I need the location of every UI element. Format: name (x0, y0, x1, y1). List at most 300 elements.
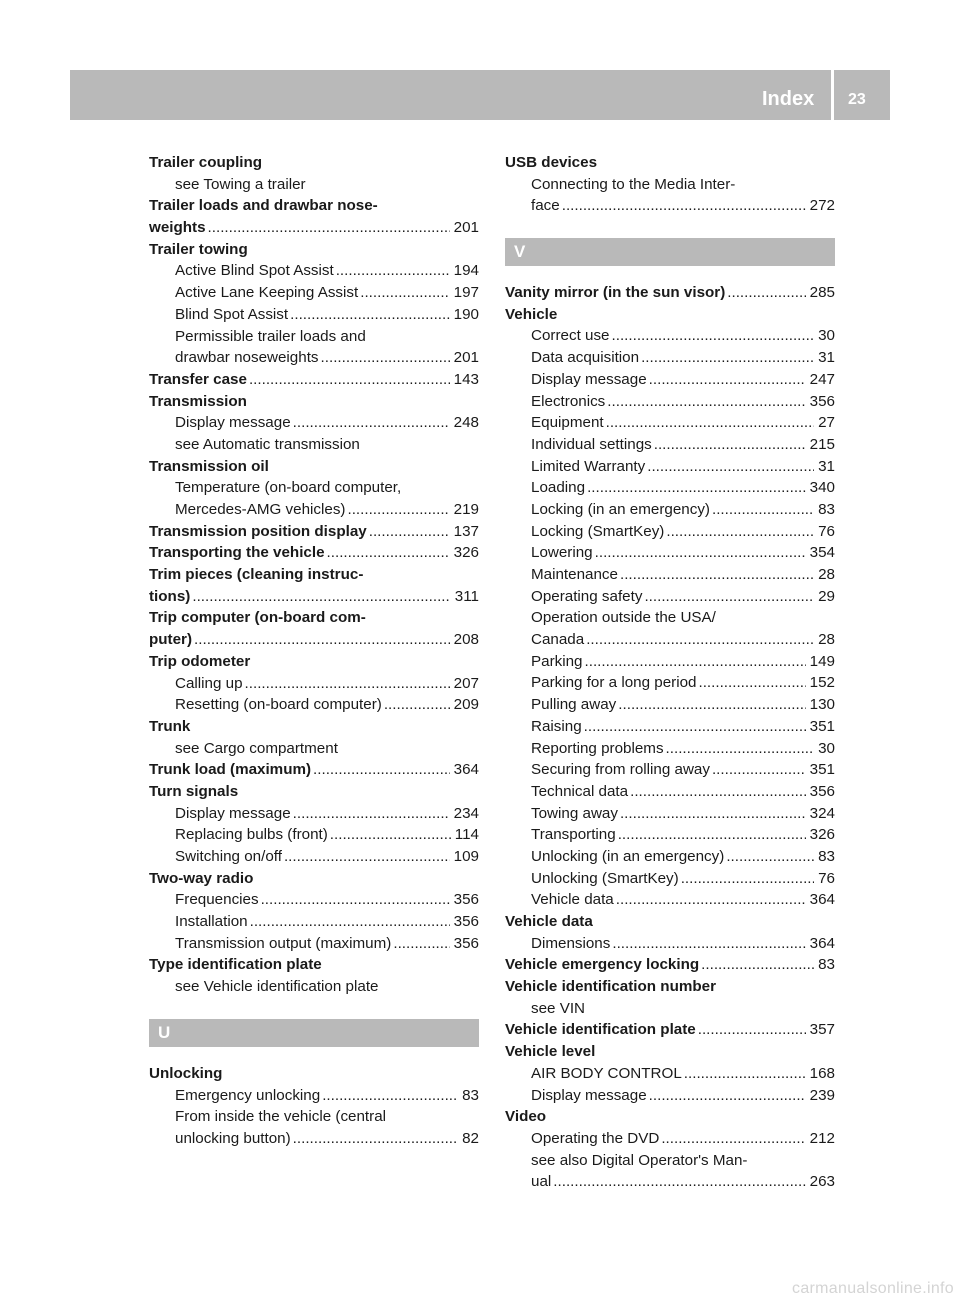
dot-leader (192, 586, 450, 608)
index-subentry (505, 564, 835, 586)
page-reference: 149 (809, 652, 835, 670)
page-reference: 30 (818, 739, 835, 757)
page-reference: 83 (462, 1086, 479, 1104)
index-term (505, 911, 835, 933)
page-reference: 83 (818, 956, 835, 974)
dot-leader (701, 954, 814, 976)
page-reference: 364 (809, 934, 835, 952)
entry-label: Permissible trailer loads and (175, 327, 366, 345)
entry-label: Unlocking (SmartKey) (531, 869, 679, 887)
section-letter-header: U (149, 1019, 479, 1047)
entry-label: Vehicle identification number (505, 978, 716, 996)
dot-leader (321, 347, 450, 369)
entry-label: Temperature (on-board computer, (175, 479, 402, 497)
index-subentry (149, 412, 479, 434)
index-subentry (505, 1063, 835, 1085)
entry-label: AIR BODY CONTROL (531, 1064, 682, 1082)
header-divider (831, 70, 834, 120)
dot-leader (290, 304, 450, 326)
index-subentry (149, 434, 479, 456)
index-term (149, 542, 479, 564)
entry-label: Vehicle identification plate (505, 1021, 696, 1039)
entry-label: Operating safety (531, 587, 643, 605)
dot-leader (261, 889, 450, 911)
entry-label: Technical data (531, 782, 629, 800)
index-subentry (505, 434, 835, 456)
page-reference: 114 (454, 826, 479, 844)
entry-label: Pulling away (531, 696, 617, 714)
entry-label: Trunk (149, 717, 191, 735)
dot-leader (245, 673, 450, 695)
entry-label: Display message (175, 804, 291, 822)
entry-label: Individual settings (531, 435, 652, 453)
page-reference: 234 (453, 804, 479, 822)
dot-leader (369, 521, 450, 543)
entry-label: see Towing a trailer (175, 175, 306, 193)
dot-leader (313, 759, 450, 781)
dot-leader (630, 781, 806, 803)
index-subentry (149, 694, 479, 716)
page-reference: 326 (809, 826, 835, 844)
entry-label: Type identification plate (149, 956, 322, 974)
page-reference: 219 (453, 501, 479, 518)
page-reference: 364 (453, 761, 479, 779)
entry-label: Two-way radio (149, 869, 254, 887)
index-subentry (505, 412, 835, 434)
dot-leader (585, 651, 806, 673)
dot-leader (607, 391, 805, 413)
page-reference: 324 (809, 804, 835, 822)
entry-label: Electronics (531, 392, 606, 410)
index-term (149, 1063, 479, 1085)
dot-leader (698, 1019, 806, 1041)
entry-label: Loading (531, 479, 586, 497)
index-term (505, 1106, 835, 1128)
entry-label: Transporting the vehicle (149, 544, 325, 562)
index-term (149, 629, 479, 651)
dot-leader (293, 1128, 458, 1150)
index-subentry (149, 260, 479, 282)
index-subentry (505, 1171, 835, 1193)
index-subentry (505, 391, 835, 413)
entry-label: Calling up (175, 674, 243, 692)
index-subentry (505, 738, 835, 760)
section-title: Index (762, 88, 815, 110)
dot-leader (641, 347, 814, 369)
page-reference: 31 (818, 457, 835, 475)
dot-leader (284, 846, 450, 868)
entry-label: Unlocking (149, 1064, 223, 1082)
dot-leader (647, 456, 814, 478)
page-reference: 311 (454, 587, 479, 605)
dot-leader (726, 846, 814, 868)
index-subentry (149, 1128, 479, 1150)
dot-leader (586, 629, 814, 651)
index-subentry (149, 738, 479, 760)
page-reference: 356 (453, 913, 479, 931)
entry-label: Transmission position display (149, 522, 367, 540)
page-reference: 208 (453, 631, 479, 649)
index-term (505, 954, 835, 976)
index-subentry (149, 673, 479, 695)
page-reference: 197 (453, 284, 479, 302)
dot-leader (681, 868, 814, 890)
index-subentry (505, 195, 835, 217)
entry-label: Raising (531, 717, 582, 735)
dot-leader (649, 1085, 806, 1107)
entry-label: ual (531, 1173, 552, 1191)
dot-leader (661, 1128, 805, 1150)
index-term (149, 521, 479, 543)
page-reference: 82 (462, 1129, 479, 1147)
index-subentry (149, 304, 479, 326)
entry-label: Transporting (531, 826, 616, 844)
page-reference: 83 (818, 847, 835, 865)
dot-leader (360, 282, 449, 304)
entry-label: Limited Warranty (531, 457, 646, 475)
page-reference: 285 (809, 284, 835, 302)
index-subentry (149, 824, 479, 846)
index-subentry (505, 868, 835, 890)
entry-label: Locking (SmartKey) (531, 522, 665, 540)
entry-label: Turn signals (149, 782, 239, 800)
entry-label: Transfer case (149, 370, 247, 388)
page-reference: 76 (818, 869, 835, 887)
page-reference: 354 (809, 544, 835, 562)
entry-label: Trailer coupling (149, 154, 263, 171)
entry-label: Canada (531, 631, 585, 649)
dot-leader (322, 1085, 458, 1107)
dot-leader (620, 564, 814, 586)
dot-leader (293, 412, 450, 434)
page-reference: 28 (818, 631, 835, 649)
index-subentry (505, 607, 835, 629)
index-term (149, 868, 479, 890)
page-reference: 130 (809, 696, 835, 714)
entry-label: Vehicle (505, 305, 558, 323)
dot-leader (336, 260, 450, 282)
page-reference: 109 (453, 848, 479, 865)
entry-label: weights (149, 219, 206, 237)
entry-label: see Cargo compartment (175, 739, 338, 757)
page-reference: 143 (453, 370, 479, 388)
entry-label: Vehicle data (505, 913, 593, 930)
entry-label: Towing away (531, 804, 618, 822)
index-subentry (505, 672, 835, 694)
page-reference: 201 (453, 219, 479, 237)
entry-label: Vehicle data (531, 891, 614, 909)
index-term (149, 781, 479, 803)
index-term (149, 217, 479, 239)
dot-leader (684, 1063, 806, 1085)
index-term (505, 1019, 835, 1041)
entry-label: Trip odometer (149, 652, 251, 670)
index-term (505, 1041, 835, 1063)
index-term (505, 976, 835, 998)
page-reference: 351 (809, 717, 835, 735)
dot-leader (553, 1171, 805, 1193)
page-reference: 356 (809, 782, 835, 800)
entry-label: Data acquisition (531, 349, 640, 367)
entry-label: USB devices (505, 154, 598, 171)
index-term (149, 651, 479, 673)
entry-label: Reporting problems (531, 739, 664, 757)
index-term (149, 152, 479, 174)
index-term (149, 586, 479, 608)
entry-label: puter) (149, 631, 193, 649)
entry-label: Transmission (149, 392, 247, 410)
index-subentry (505, 846, 835, 868)
page-reference: 29 (818, 587, 835, 605)
index-subentry (149, 889, 479, 911)
entry-label: Operating the DVD (531, 1129, 660, 1147)
index-column-left (149, 152, 479, 1150)
entry-label: Display message (531, 1086, 647, 1104)
index-term (505, 152, 835, 174)
entry-label: Emergency unlocking (175, 1086, 321, 1104)
page-reference: 30 (818, 327, 835, 345)
entry-label: Video (505, 1108, 547, 1126)
dot-leader (712, 759, 806, 781)
index-subentry (505, 325, 835, 347)
index-subentry (149, 976, 479, 998)
entry-label: Locking (in an emergency) (531, 500, 710, 518)
dot-leader (384, 694, 450, 716)
entry-label: Unlocking (in an emergency) (531, 847, 725, 865)
page-reference: 212 (809, 1129, 835, 1147)
entry-label: tions) (149, 587, 191, 605)
index-subentry (149, 1085, 479, 1107)
dot-leader (649, 369, 806, 391)
entry-label: Transmission oil (149, 457, 269, 475)
index-column-right (505, 152, 835, 1193)
index-subentry (149, 911, 479, 933)
page-reference: 340 (809, 479, 835, 497)
page-reference: 326 (453, 544, 479, 562)
entry-label: Connecting to the Media Inter- (531, 175, 736, 193)
entry-label: Maintenance (531, 566, 618, 583)
entry-label: Vanity mirror (in the sun visor) (505, 284, 726, 302)
watermark: carmanualsonline.info (792, 1280, 954, 1297)
page-reference: 356 (809, 392, 835, 410)
entry-label: Parking for a long period (531, 674, 697, 692)
entry-label: Trim pieces (cleaning instruc- (149, 566, 364, 584)
index-term (149, 239, 479, 261)
entry-label: Operation outside the USA/ (531, 609, 716, 627)
dot-leader (618, 824, 806, 846)
dot-leader (618, 694, 805, 716)
entry-label: Resetting (on-board computer) (175, 696, 382, 714)
index-subentry (505, 629, 835, 651)
page-reference: 356 (453, 934, 479, 952)
page-reference: 364 (809, 891, 835, 909)
index-term (149, 391, 479, 413)
index-term (149, 759, 479, 781)
dot-leader (644, 586, 814, 608)
entry-label: drawbar noseweights (175, 349, 319, 367)
page-reference: 190 (453, 305, 479, 323)
entry-label: Installation (175, 913, 248, 931)
page-reference: 209 (453, 696, 479, 714)
index-subentry (149, 499, 479, 521)
index-subentry (505, 499, 835, 521)
index-term (149, 716, 479, 738)
index-subentry (149, 477, 479, 499)
index-subentry (505, 456, 835, 478)
dot-leader (612, 933, 805, 955)
index-subentry (149, 174, 479, 196)
dot-leader (208, 217, 450, 239)
index-subentry (505, 369, 835, 391)
index-subentry (505, 521, 835, 543)
dot-leader (606, 412, 814, 434)
entry-label: see also Digital Operator's Man- (531, 1151, 748, 1169)
index-subentry (505, 651, 835, 673)
dot-leader (330, 824, 451, 846)
page-reference: 263 (809, 1173, 835, 1191)
entry-label: Vehicle level (505, 1043, 596, 1061)
entry-label: Replacing bulbs (front) (175, 826, 328, 844)
entry-label: see VIN (531, 999, 586, 1017)
entry-label: Trailer towing (149, 240, 248, 258)
page-reference: 137 (453, 522, 479, 540)
index-subentry (149, 326, 479, 348)
dot-leader (620, 803, 806, 825)
entry-label: Frequencies (175, 891, 259, 909)
index-subentry (505, 694, 835, 716)
index-subentry (149, 933, 479, 955)
page-reference: 152 (809, 674, 835, 692)
index-subentry (149, 282, 479, 304)
page-reference: 239 (809, 1086, 835, 1104)
dot-leader (712, 499, 814, 521)
index-subentry (505, 759, 835, 781)
entry-label: Dimensions (531, 934, 611, 952)
index-subentry (505, 998, 835, 1020)
page-reference: 272 (809, 197, 835, 215)
page-reference: 168 (809, 1064, 835, 1082)
index-term (149, 607, 479, 629)
entry-label: Vehicle emergency locking (505, 956, 700, 974)
index-subentry (505, 933, 835, 955)
dot-leader (293, 803, 450, 825)
dot-leader (595, 542, 806, 564)
index-term (149, 564, 479, 586)
index-subentry (149, 347, 479, 369)
index-subentry (149, 846, 479, 868)
index-subentry (149, 1106, 479, 1128)
entry-label: Lowering (531, 544, 593, 562)
entry-label: Active Blind Spot Assist (175, 262, 334, 280)
dot-leader (562, 195, 806, 217)
page-reference: 247 (809, 370, 835, 388)
dot-leader (194, 629, 450, 651)
entry-label: Transmission output (maximum) (175, 934, 392, 952)
dot-leader (698, 672, 805, 694)
index-subentry (505, 781, 835, 803)
dot-leader (584, 716, 806, 738)
entry-label: Parking (531, 652, 583, 670)
index-subentry (505, 1150, 835, 1172)
page-reference: 28 (818, 566, 835, 583)
entry-label: Trip computer (on-board com- (149, 609, 366, 627)
dot-leader (587, 477, 806, 499)
entry-label: Securing from rolling away (531, 761, 710, 779)
page-reference: 215 (809, 435, 835, 453)
dot-leader (393, 933, 449, 955)
index-term (149, 369, 479, 391)
index-subentry (505, 803, 835, 825)
entry-label: unlocking button) (175, 1129, 291, 1147)
entry-label: Blind Spot Assist (175, 305, 289, 323)
dot-leader (727, 282, 805, 304)
entry-label: Trailer loads and drawbar nose- (149, 197, 378, 215)
page-number: 23 (848, 91, 866, 108)
index-term (505, 304, 835, 326)
index-term (149, 954, 479, 976)
entry-label: Active Lane Keeping Assist (175, 284, 359, 302)
page-reference: 201 (453, 349, 479, 367)
index-subentry (505, 542, 835, 564)
index-subentry (505, 824, 835, 846)
page-reference: 76 (818, 522, 835, 540)
entry-label: Correct use (531, 327, 610, 345)
index-subentry (505, 1128, 835, 1150)
page-reference: 83 (818, 500, 835, 518)
page-reference: 351 (809, 761, 835, 779)
dot-leader (249, 369, 450, 391)
index-term (149, 195, 479, 217)
entry-label: Mercedes-AMG vehicles) (175, 501, 346, 518)
index-subentry (505, 889, 835, 911)
page-reference: 194 (453, 262, 479, 280)
entry-label: From inside the vehicle (central (175, 1108, 387, 1126)
dot-leader (612, 325, 815, 347)
dot-leader (250, 911, 450, 933)
dot-leader (347, 499, 449, 521)
index-term (505, 282, 835, 304)
dot-leader (666, 738, 815, 760)
index-subentry (505, 174, 835, 196)
page-reference: 31 (818, 349, 835, 367)
entry-label: see Vehicle identification plate (175, 978, 379, 996)
index-subentry (505, 477, 835, 499)
entry-label: Trunk load (maximum) (149, 761, 312, 779)
dot-leader (666, 521, 814, 543)
page-reference: 207 (453, 674, 479, 692)
index-subentry (505, 716, 835, 738)
entry-label: see Automatic transmission (175, 435, 360, 453)
index-term (149, 456, 479, 478)
section-letter-header: V (505, 238, 835, 266)
index-subentry (505, 586, 835, 608)
page-reference: 356 (453, 891, 479, 909)
dot-leader (616, 889, 806, 911)
entry-label: Switching on/off (175, 848, 282, 865)
index-subentry (149, 803, 479, 825)
entry-label: Display message (531, 370, 647, 388)
page-reference: 357 (809, 1021, 835, 1039)
index-subentry (505, 347, 835, 369)
entry-label: Display message (175, 414, 291, 432)
dot-leader (654, 434, 806, 456)
dot-leader (327, 542, 450, 564)
entry-label: face (531, 197, 560, 215)
entry-label: Equipment (531, 414, 604, 432)
page-reference: 248 (453, 414, 479, 432)
index-subentry (505, 1085, 835, 1107)
page-reference: 27 (818, 414, 835, 432)
